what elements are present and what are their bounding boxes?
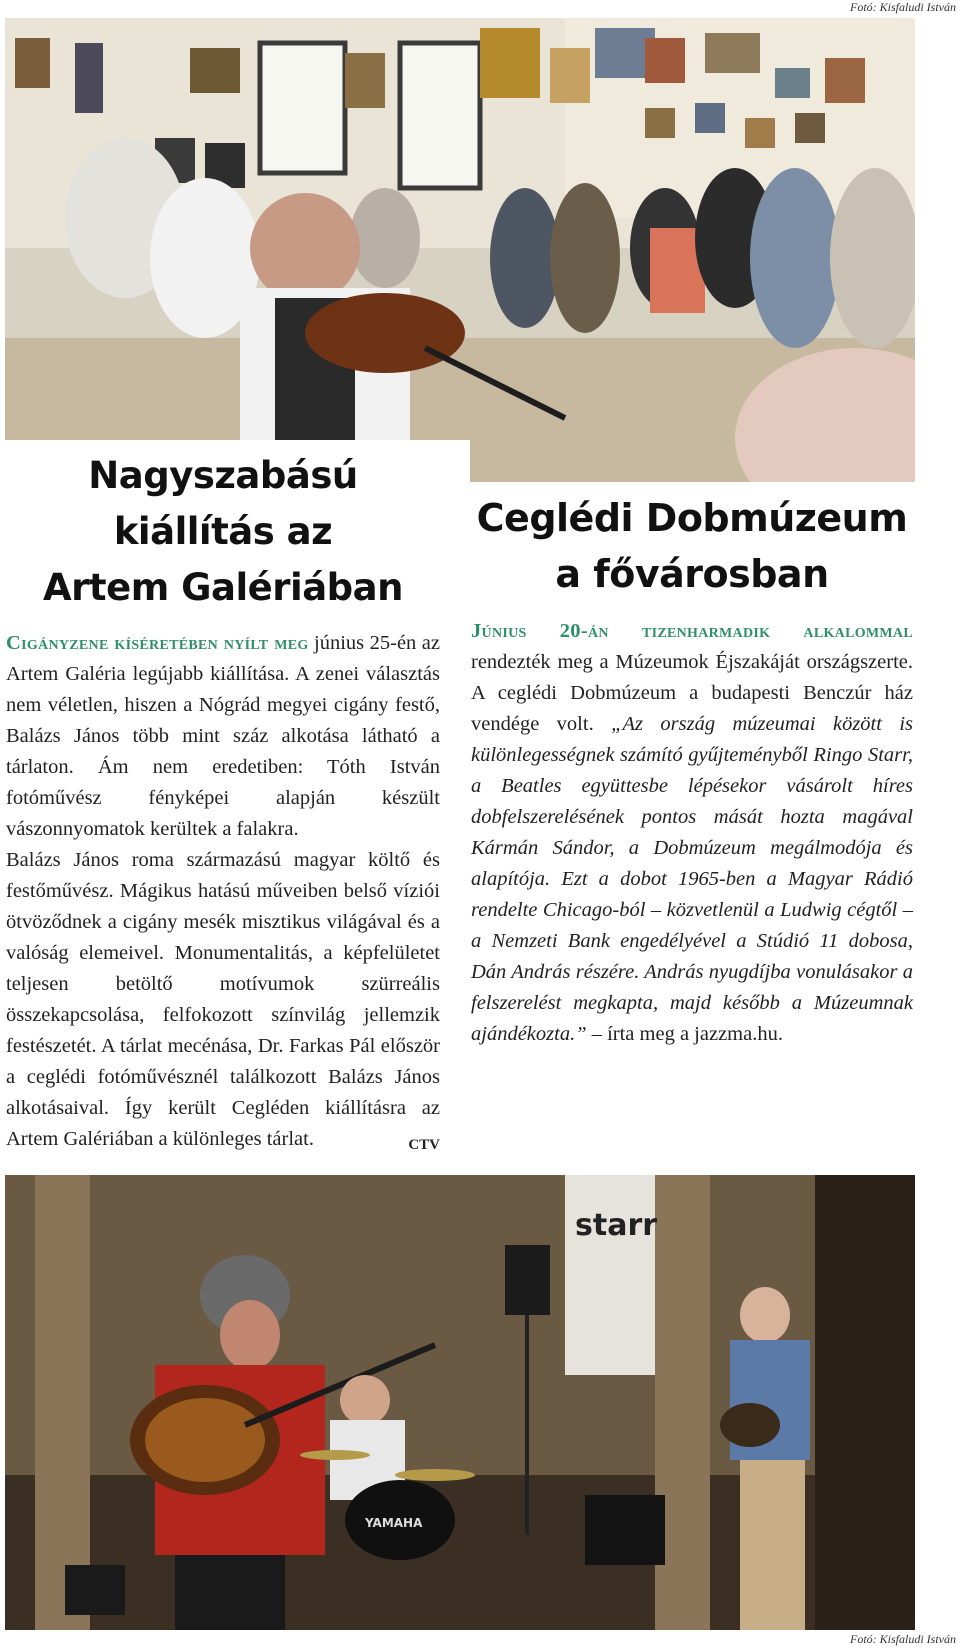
drum-brand: YAMAHA <box>365 1516 423 1530</box>
poster-text: starr <box>575 1208 658 1243</box>
headline-gallery <box>6 448 440 616</box>
article-gallery-exhibition <box>0 440 470 1153</box>
headline-drum-line1: Ceglédi Dobmúzeum <box>476 496 908 540</box>
article-drum-body <box>471 616 913 1050</box>
article-gallery-p1-text: június 25-én az Artem Galéria legújabb kiállítása. A zenei választás nem véletlen, hiszen a Nógrád megyei cigány festő, Balázs János több mint száz alkotása látható a tárlaton. Ám nem eredetiben: Tóth István fotóművész fényképei alapján készült vászonnyomatok kerültek a falakra. <box>6 632 440 840</box>
lead-gallery: Cigányzene kíséretében nyílt meg <box>6 632 309 654</box>
signature: CTV <box>408 1137 440 1153</box>
photo-credit-bottom: Fotó: Kisfaludi István <box>850 1632 956 1646</box>
article-gallery-p1 <box>6 628 440 845</box>
article-drum-outro: – írta meg a jazzma.hu. <box>586 1023 783 1045</box>
article-drum-intro: rendezték meg a Múzeumok Éjszakáját országszerte. A ceglédi Dobmúzeum a budapesti Benczúr ház vendége volt. <box>471 651 913 735</box>
article-drum-museum <box>445 482 915 1182</box>
headline-gallery-line2: Artem Galériában <box>43 566 403 609</box>
article-gallery-p2-text: Balázs János roma származású magyar költő és festőművész. Mágikus hatású műveiben belső víziói ötvöződnek a cigány mesék misztikus világával és a valóság elemeivel. Monumentalitás, a képfelületet teljesen betöltő motívumok szürreális összekapcsolása, felfokozott színvilág jellemzik festészetét. A tárlat mecénása, Dr. Farkas Pál először a ceglédi fotóművésznél találkozott Balázs János alkotásaival. Így került Cegléden kiállításra az Artem Galériában a különleges tárlat. <box>6 849 440 1150</box>
photo-credit-top: Fotó: Kisfaludi István <box>850 0 956 14</box>
headline-drum-line2: a fővárosban <box>555 552 829 596</box>
article-drum-quote: „Az ország múzeumai között is különlegességnek számító gyűjteményből Ringo Starr, a Beatles együttesbe lépésekor vásárolt híres dobfelszerelésének pontos mását hozta magával Kármán Sándor, a Dobmúzeum megálmodója és alapítója. Ezt a dobot 1965-ben a Magyar Rádió rendelte Chicago-ból – közvetlenül a Ludwig cégtől – a Nemzeti Bank engedélyével a Stúdió 11 dobosa, Dán András részére. András nyugdíjba vonulásakor a felszerelést megkapta, majd később a Múzeumnak ajándékozta.” <box>471 713 913 1045</box>
photo-gallery-violinist <box>5 18 915 483</box>
headline-drum-museum <box>471 490 913 602</box>
lead-drum: Június 20-án tizenharmadik alkalommal <box>471 620 913 642</box>
photo-band-performance <box>5 1175 915 1630</box>
article-gallery-p2 <box>6 845 440 1155</box>
headline-gallery-line1: Nagyszabású kiállítás az <box>88 454 358 553</box>
